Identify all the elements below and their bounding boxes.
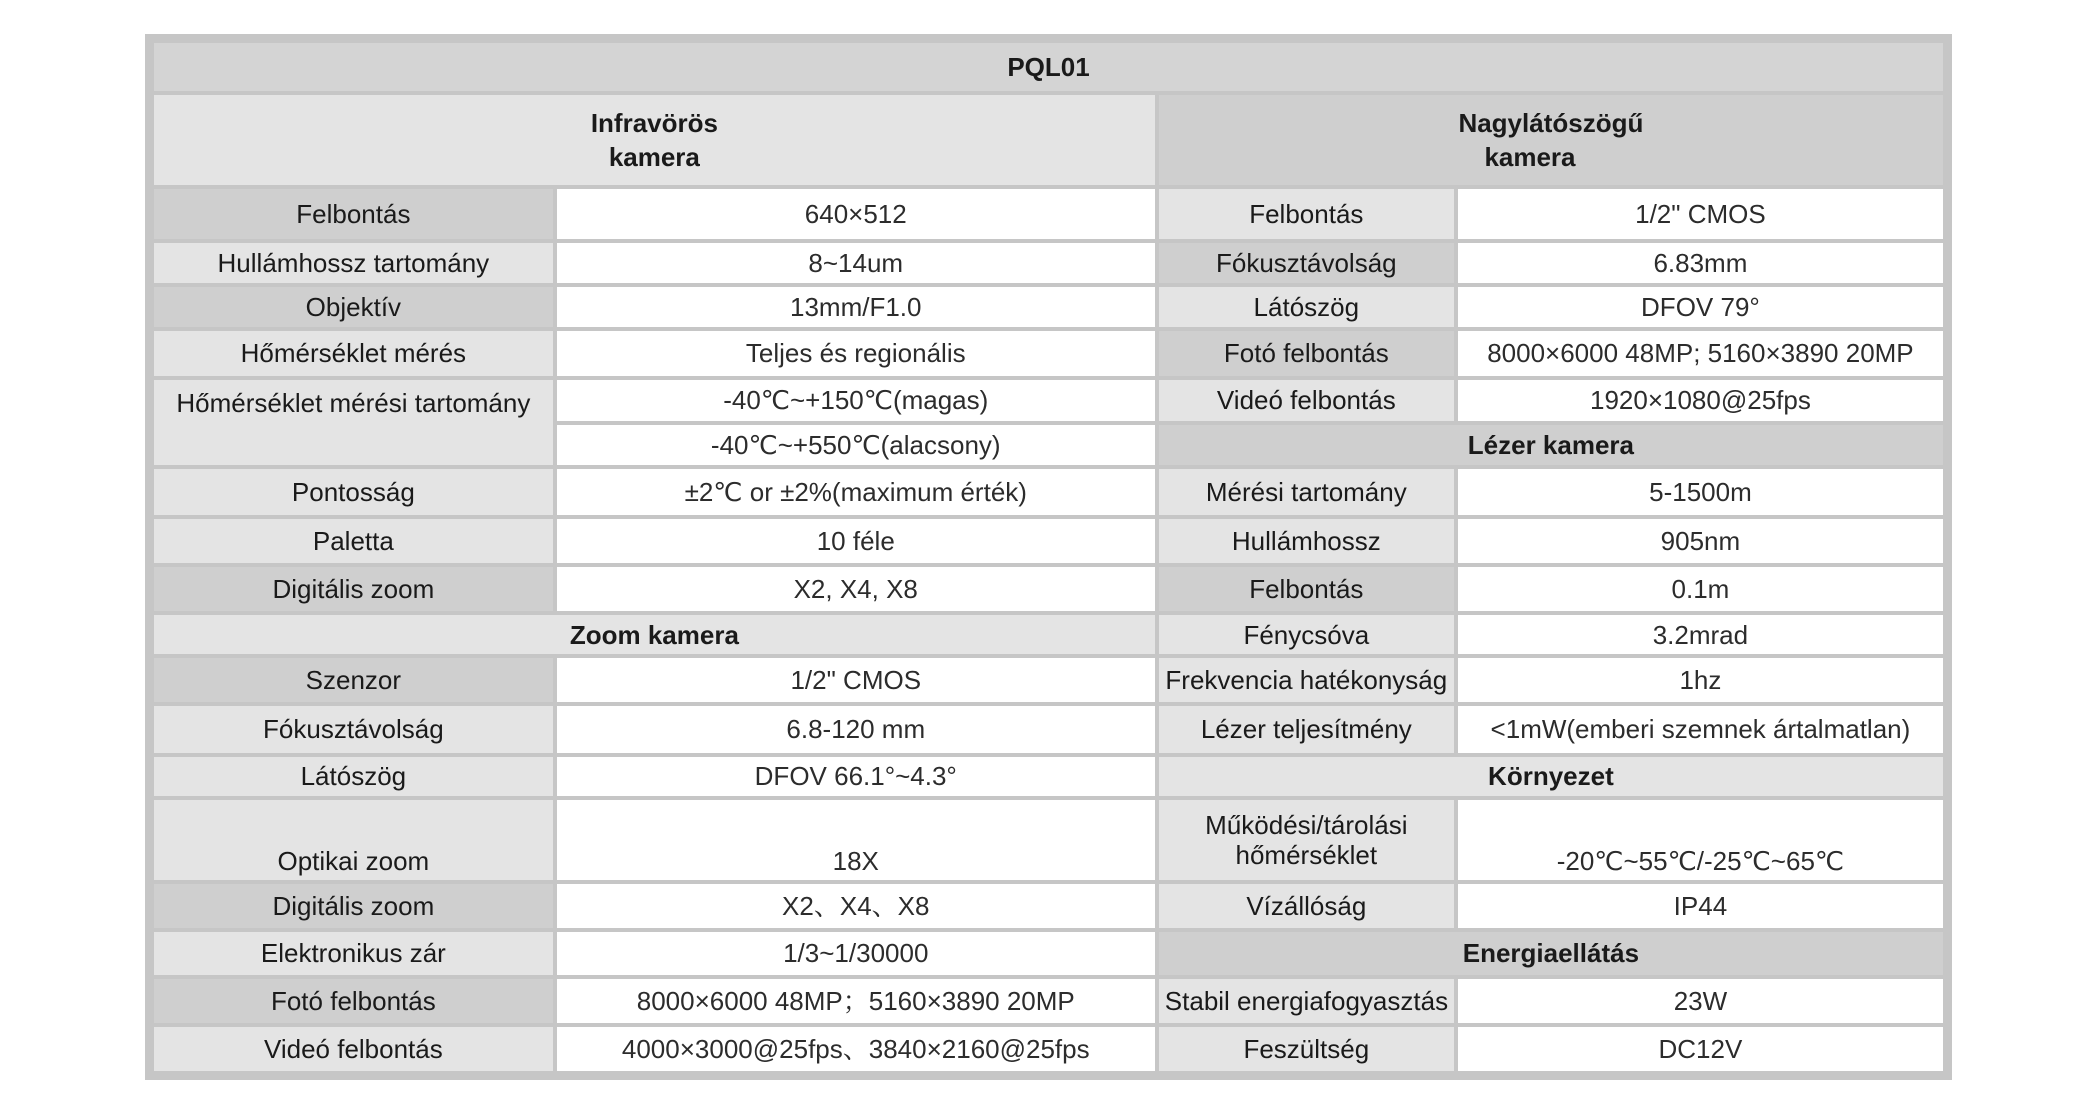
spec-value: Teljes és regionális [557,331,1155,376]
spec-label: Videó felbontás [154,1027,553,1071]
spec-label: Fókusztávolság [154,706,553,752]
spec-label: Optikai zoom [154,800,553,880]
spec-value: IP44 [1458,884,1943,928]
spec-label: Felbontás [154,189,553,239]
table-row [154,287,1943,327]
spec-value: 6.8-120 mm [557,706,1155,752]
laser-camera-header: Lézer kamera [1159,425,1943,465]
table-row [154,1027,1943,1071]
table-row [154,189,1943,239]
spec-value: 8000×6000 48MP；5160×3890 20MP [557,979,1155,1023]
spec-value: 8~14um [557,243,1155,283]
spec-label: Pontosság [154,469,553,515]
spec-label: Látószög [1159,287,1454,327]
spec-value: 8000×6000 48MP; 5160×3890 20MP [1458,331,1943,376]
spec-label: Hullámhossz tartomány [154,243,553,283]
table-row [154,706,1943,752]
table-row [154,800,1943,880]
table-row [154,884,1943,928]
spec-value: 10 féle [557,519,1155,563]
spec-label: Fókusztávolság [1159,243,1454,283]
table-row [154,757,1943,797]
spec-value: 6.83mm [1458,243,1943,283]
environment-header: Környezet [1159,757,1943,797]
spec-label: Felbontás [1159,567,1454,611]
spec-label: Elektronikus zár [154,932,553,976]
spec-value: X2、X4、X8 [557,884,1155,928]
spec-label: Digitális zoom [154,567,553,611]
spec-value: 18X [557,800,1155,880]
spec-label: Paletta [154,519,553,563]
table-row [154,95,1943,185]
spec-label: Vízállóság [1159,884,1454,928]
spec-label: Fotó felbontás [154,979,553,1023]
table-row [154,567,1943,611]
spec-value: 4000×3000@25fps、3840×2160@25fps [557,1027,1155,1071]
spec-label: Hőmérséklet mérés [154,331,553,376]
infrared-camera-header: Infravörös kamera [154,95,1155,185]
spec-value: 23W [1458,979,1943,1023]
table-row [154,469,1943,515]
spec-value: -20℃~55℃/-25℃~65℃ [1458,800,1943,880]
table-row [154,43,1943,91]
spec-label: Stabil energiafogyasztás [1159,979,1454,1023]
spec-value: X2, X4, X8 [557,567,1155,611]
table-row [154,979,1943,1023]
spec-value: ±2℃ or ±2%(maximum érték) [557,469,1155,515]
table-row [154,519,1943,563]
spec-value: 640×512 [557,189,1155,239]
spec-label: Fénycsóva [1159,615,1454,655]
spec-value: -40℃~+150℃(magas) [557,380,1155,421]
spec-table-frame [145,34,1952,1080]
spec-value: 13mm/F1.0 [557,287,1155,327]
spec-value: 1920×1080@25fps [1458,380,1943,421]
spec-value: 1/2" CMOS [1458,189,1943,239]
spec-label: Hullámhossz [1159,519,1454,563]
table-title: PQL01 [154,43,1943,91]
spec-label: Digitális zoom [154,884,553,928]
spec-value: 5-1500m [1458,469,1943,515]
spec-label: Mérési tartomány [1159,469,1454,515]
table-row [154,658,1943,702]
spec-value: <1mW(emberi szemnek ártalmatlan) [1458,706,1943,752]
spec-value: DFOV 79° [1458,287,1943,327]
wide-angle-camera-header: Nagylátószögű kamera [1159,95,1943,185]
spec-value: 1hz [1458,658,1943,702]
spec-value: 1/3~1/30000 [557,932,1155,976]
spec-label-two-line: Működési/tárolási hőmérséklet [1159,800,1454,880]
spec-label: Hőmérséklet mérési tartomány [154,380,553,465]
table-row [154,380,1943,421]
spec-label: Objektív [154,287,553,327]
power-supply-header: Energiaellátás [1159,932,1943,976]
spec-label: Látószög [154,757,553,797]
spec-value: 1/2" CMOS [557,658,1155,702]
spec-label: Feszültség [1159,1027,1454,1071]
spec-value: DFOV 66.1°~4.3° [557,757,1155,797]
spec-value: 905nm [1458,519,1943,563]
spec-label: Videó felbontás [1159,380,1454,421]
spec-label: Frekvencia hatékonyság [1159,658,1454,702]
table-row [154,615,1943,655]
spec-label: Fotó felbontás [1159,331,1454,376]
spec-label: Szenzor [154,658,553,702]
spec-value: -40℃~+550℃(alacsony) [557,425,1155,465]
spec-value: 0.1m [1458,567,1943,611]
table-row [154,331,1943,376]
spec-value: DC12V [1458,1027,1943,1071]
table-row [154,932,1943,976]
spec-label: Lézer teljesítmény [1159,706,1454,752]
zoom-camera-header: Zoom kamera [154,615,1155,655]
spec-table [150,39,1947,1075]
table-row [154,243,1943,283]
spec-value: 3.2mrad [1458,615,1943,655]
spec-label: Felbontás [1159,189,1454,239]
